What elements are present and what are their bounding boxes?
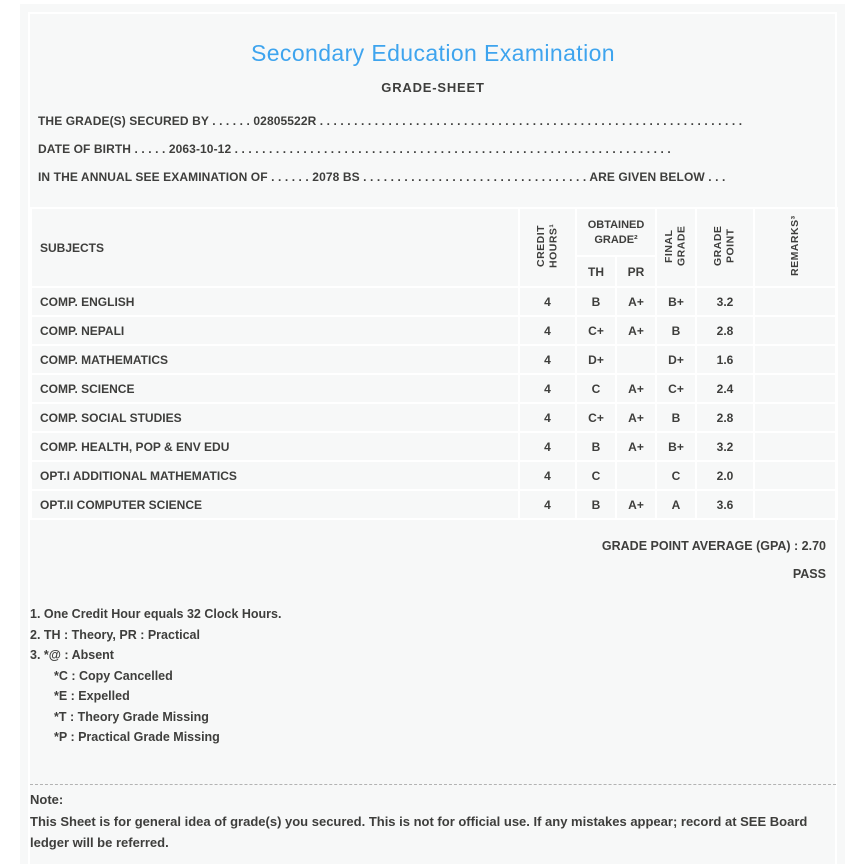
panel-content bbox=[30, 4, 836, 854]
footnote-line: 1. One Credit Hour equals 32 Clock Hours. bbox=[30, 607, 282, 621]
table-row bbox=[31, 490, 837, 519]
footnotes bbox=[30, 604, 836, 748]
remarks-cell bbox=[754, 374, 837, 403]
practical-grade-cell: A+ bbox=[616, 287, 656, 316]
footnote-line: *P : Practical Grade Missing bbox=[54, 730, 220, 744]
remarks-label: REMARKS³ bbox=[789, 215, 802, 277]
theory-grade-cell: B bbox=[576, 287, 616, 316]
footnote-line: *T : Theory Grade Missing bbox=[54, 709, 209, 724]
theory-grade-cell: C bbox=[576, 374, 616, 403]
practical-grade-cell: A+ bbox=[616, 432, 656, 461]
footnote-line: 3. *@ : Absent bbox=[30, 648, 114, 662]
date-of-birth-line: DATE OF BIRTH . . . . . 2063-10-12 . . . . . . . . . . . . . . . . . . . . . . . . . . . . . . . . . . . . . . . . . . . . . . . . . . . . . . . . . . . . . . . . bbox=[38, 142, 671, 156]
result-summary bbox=[30, 532, 836, 588]
practical-grade-cell: A+ bbox=[616, 374, 656, 403]
practical-subcolumn-header: PR bbox=[616, 256, 656, 287]
subjects-column-header: SUBJECTS bbox=[31, 208, 519, 287]
subject-cell: COMP. NEPALI bbox=[31, 316, 519, 345]
grade-point-cell: 2.8 bbox=[696, 403, 754, 432]
remarks-cell bbox=[754, 432, 837, 461]
grade-point-label: GRADE POINT bbox=[712, 225, 738, 267]
credit-hours-cell: 4 bbox=[519, 287, 576, 316]
final-grade-cell: C+ bbox=[656, 374, 696, 403]
grades-table-header bbox=[31, 208, 837, 287]
examination-year-line: IN THE ANNUAL SEE EXAMINATION OF . . . . . . 2078 BS . . . . . . . . . . . . . . . . . . . . . . . . . . . . . . . . . ARE GIVEN BELOW . . . bbox=[38, 170, 726, 184]
remarks-cell bbox=[754, 345, 837, 374]
grade-point-cell: 3.2 bbox=[696, 432, 754, 461]
subject-cell: COMP. MATHEMATICS bbox=[31, 345, 519, 374]
table-row bbox=[31, 432, 837, 461]
grade-sheet-panel bbox=[20, 4, 845, 864]
table-row bbox=[31, 345, 837, 374]
note-label: Note: bbox=[30, 791, 64, 807]
final-grade-cell: B bbox=[656, 403, 696, 432]
grade-point-cell: 2.0 bbox=[696, 461, 754, 490]
credit-hours-cell: 4 bbox=[519, 490, 576, 519]
dashed-divider bbox=[30, 784, 836, 785]
remarks-cell bbox=[754, 287, 837, 316]
table-row bbox=[31, 287, 837, 316]
student-id-line: THE GRADE(S) SECURED BY . . . . . . 02805522R . . . . . . . . . . . . . . . . . . . . . . . . . . . . . . . . . . . . . . . . . . . . . . . . . . . . . . . . . . . . . . bbox=[38, 114, 743, 128]
page-title: Secondary Education Examination bbox=[250, 40, 615, 66]
table-row bbox=[31, 316, 837, 345]
grades-table-body bbox=[31, 287, 837, 519]
remarks-cell bbox=[754, 316, 837, 345]
footnote-line: *E : Expelled bbox=[54, 689, 130, 703]
credit-hours-cell: 4 bbox=[519, 316, 576, 345]
theory-grade-cell: C+ bbox=[576, 316, 616, 345]
subject-cell: COMP. HEALTH, POP & ENV EDU bbox=[31, 432, 519, 461]
student-info bbox=[30, 107, 836, 191]
remarks-cell bbox=[754, 461, 837, 490]
theory-grade-cell: B bbox=[576, 432, 616, 461]
theory-grade-cell: C+ bbox=[576, 403, 616, 432]
grade-point-cell: 2.8 bbox=[696, 316, 754, 345]
subject-cell: OPT.I ADDITIONAL MATHEMATICS bbox=[31, 461, 519, 490]
table-row bbox=[31, 374, 837, 403]
grade-point-cell: 3.6 bbox=[696, 490, 754, 519]
final-grade-column-header bbox=[656, 208, 696, 287]
final-grade-cell: B+ bbox=[656, 432, 696, 461]
subject-cell: COMP. SOCIAL STUDIES bbox=[31, 403, 519, 432]
credit-hours-cell: 4 bbox=[519, 432, 576, 461]
practical-grade-cell bbox=[616, 461, 656, 490]
remarks-column-header bbox=[754, 208, 837, 287]
remarks-cell bbox=[754, 490, 837, 519]
theory-subcolumn-header: TH bbox=[576, 256, 616, 287]
subject-cell: COMP. SCIENCE bbox=[31, 374, 519, 403]
remarks-cell bbox=[754, 403, 837, 432]
table-row bbox=[31, 461, 837, 490]
grades-table bbox=[30, 207, 838, 520]
subject-cell: OPT.II COMPUTER SCIENCE bbox=[31, 490, 519, 519]
final-grade-label: FINAL GRADE bbox=[663, 225, 689, 267]
footnote-line: *C : Copy Cancelled bbox=[54, 668, 173, 683]
footnote-line: 2. TH : Theory, PR : Practical bbox=[30, 627, 200, 642]
final-grade-cell: A bbox=[656, 490, 696, 519]
credit-hours-label: CREDIT HOURS¹ bbox=[534, 223, 560, 269]
practical-grade-cell bbox=[616, 345, 656, 374]
theory-grade-cell: B bbox=[576, 490, 616, 519]
table-row bbox=[31, 403, 837, 432]
practical-grade-cell: A+ bbox=[616, 490, 656, 519]
note-text: This Sheet is for general idea of grade(s) you secured. This is not for official use. If any mistakes appear; record at SEE Board ledger will be referred. bbox=[30, 813, 808, 850]
gpa-line: GRADE POINT AVERAGE (GPA) : 2.70 bbox=[601, 539, 826, 553]
credit-hours-cell: 4 bbox=[519, 403, 576, 432]
practical-grade-cell: A+ bbox=[616, 316, 656, 345]
theory-grade-cell: C bbox=[576, 461, 616, 490]
obtained-grade-column-header: OBTAINED GRADE² bbox=[576, 208, 656, 256]
credit-hours-cell: 4 bbox=[519, 374, 576, 403]
grade-point-cell: 2.4 bbox=[696, 374, 754, 403]
credit-hours-column-header bbox=[519, 208, 576, 287]
grade-point-cell: 3.2 bbox=[696, 287, 754, 316]
result-status: PASS bbox=[792, 567, 826, 581]
final-grade-cell: B+ bbox=[656, 287, 696, 316]
practical-grade-cell: A+ bbox=[616, 403, 656, 432]
grade-point-cell: 1.6 bbox=[696, 345, 754, 374]
grade-point-column-header bbox=[696, 208, 754, 287]
final-grade-cell: B bbox=[656, 316, 696, 345]
grade-sheet-heading: GRADE-SHEET bbox=[381, 80, 485, 95]
credit-hours-cell: 4 bbox=[519, 461, 576, 490]
theory-grade-cell: D+ bbox=[576, 345, 616, 374]
credit-hours-cell: 4 bbox=[519, 345, 576, 374]
subject-cell: COMP. ENGLISH bbox=[31, 287, 519, 316]
final-grade-cell: D+ bbox=[656, 345, 696, 374]
final-grade-cell: C bbox=[656, 461, 696, 490]
